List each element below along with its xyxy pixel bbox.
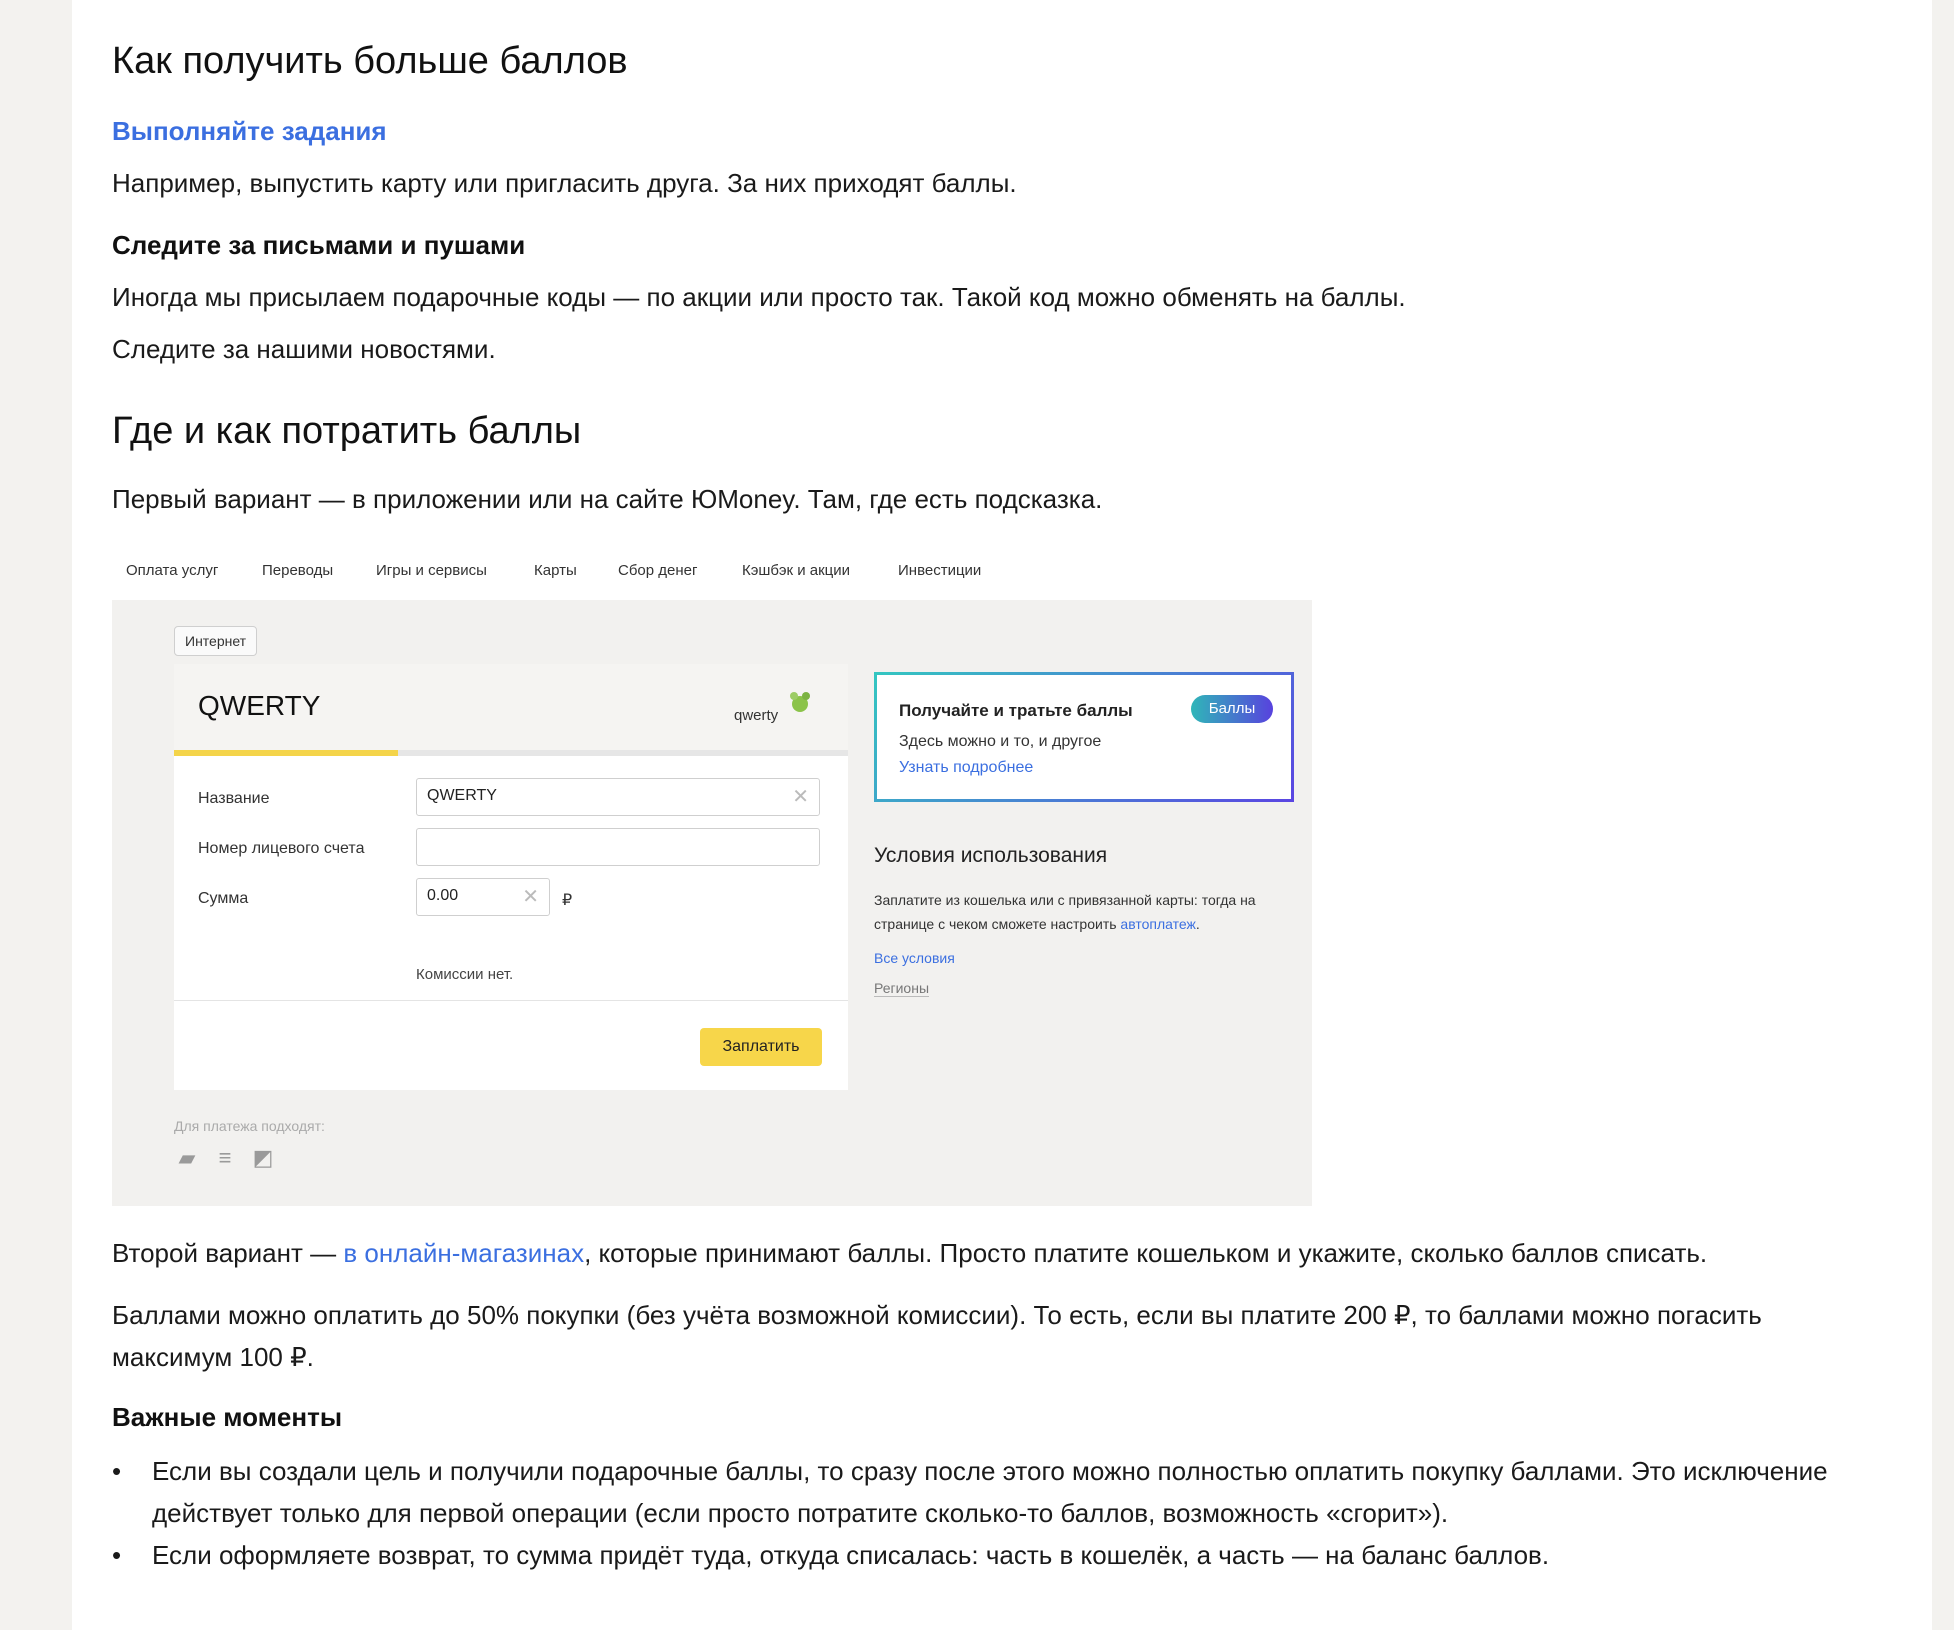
account-input[interactable] xyxy=(416,828,820,866)
services-nav xyxy=(112,540,1312,600)
points-badge: Баллы xyxy=(1191,695,1273,723)
promo-subtitle: Здесь можно и то, и другое xyxy=(899,733,1102,750)
first-variant-text: Первый вариант — в приложении или на сайте ЮMoney. Там, где есть подсказка. xyxy=(112,484,1103,514)
name-label: Название xyxy=(198,790,270,807)
sum-input-value: 0.00 xyxy=(427,887,459,904)
important-heading: Важные моменты xyxy=(112,1402,343,1432)
payment-card xyxy=(174,664,848,1090)
card-header xyxy=(174,664,848,750)
nav-item-cashback[interactable]: Кэшбэк и акции xyxy=(742,562,851,579)
sum-input[interactable] xyxy=(416,878,550,916)
nav-item-transfers[interactable]: Переводы xyxy=(262,562,334,579)
section-title-earn: Как получить больше баллов xyxy=(112,40,628,82)
second-variant-text xyxy=(112,1232,1872,1274)
account-label: Номер лицевого счета xyxy=(198,840,365,857)
tasks-text: Например, выпустить карту или пригласить друга. За них приходят баллы. xyxy=(112,168,1017,198)
divider xyxy=(174,1000,848,1001)
regions-link[interactable]: Регионы xyxy=(874,980,930,996)
wallet-icon: ▰ xyxy=(178,1145,196,1170)
mail-heading: Следите за письмами и пушами xyxy=(112,230,526,260)
second-variant-prefix: Второй вариант — xyxy=(112,1238,344,1268)
tasks-link[interactable]: Выполняйте задания xyxy=(112,116,387,146)
section-title-spend: Где и как потратить баллы xyxy=(112,410,582,452)
name-input-value: QWERTY xyxy=(427,787,497,804)
pay-button[interactable]: Заплатить xyxy=(700,1028,822,1066)
page xyxy=(72,0,1932,1630)
step-progress-active xyxy=(174,750,398,756)
fee-note: Комиссии нет. xyxy=(416,966,514,983)
all-terms-link[interactable]: Все условия xyxy=(874,950,955,966)
nav-item-fundraising[interactable]: Сбор денег xyxy=(618,562,698,579)
list-item: • Если вы создали цель и получили подарочные баллы, то сразу после этого можно полностью оплатить покупку баллами. Это исключение действует только для первой операции (если просто потратите сколько-то баллов, возможность «сгорит»). xyxy=(112,1450,1872,1534)
limit-text: Баллами можно оплатить до 50% покупки (без учёта возможной комиссии). То есть, если вы платите 200 ₽, то баллами можно погасить максимум 100 ₽. xyxy=(112,1300,1762,1372)
points-promo xyxy=(874,672,1294,802)
coins-icon: ≡ xyxy=(218,1145,232,1170)
payment-methods-label: Для платежа подходят: xyxy=(174,1118,325,1134)
qwerty-logo-icon xyxy=(734,686,814,730)
category-chip[interactable]: Интернет xyxy=(174,626,257,656)
list-item: • Если оформляете возврат, то сумма придёт туда, откуда списалась: часть в кошелёк, а часть — на баланс баллов. xyxy=(112,1534,1872,1576)
terms-text xyxy=(874,888,1304,936)
clear-icon[interactable]: ✕ xyxy=(522,886,539,908)
screenshot-body xyxy=(112,600,1312,1206)
embedded-screenshot xyxy=(112,540,1312,1206)
step-progress xyxy=(174,750,848,756)
terms-text-body: Заплатите из кошелька или с привязанной карты: тогда на странице с чеком сможете настроить xyxy=(874,892,1256,932)
card-title: QWERTY xyxy=(198,690,321,721)
promo-title: Получайте и тратьте баллы xyxy=(899,701,1133,720)
autopay-link[interactable]: автоплатеж xyxy=(1120,916,1196,932)
nav-item-cards[interactable]: Карты xyxy=(534,562,577,579)
nav-item-investments[interactable]: Инвестиции xyxy=(898,562,982,579)
currency-sign: ₽ xyxy=(562,892,573,909)
important-list xyxy=(112,1450,1872,1576)
mail-text-1: Иногда мы присылаем подарочные коды — по акции или просто так. Такой код можно обменять на баллы. xyxy=(112,282,1406,312)
online-shops-link[interactable]: в онлайн-магазинах xyxy=(343,1238,585,1268)
second-variant-suffix: , которые принимают баллы. Просто платите кошельком и укажите, сколько баллов списать. xyxy=(584,1238,1708,1268)
clear-icon[interactable]: ✕ xyxy=(792,786,809,808)
terms-title: Условия использования xyxy=(874,844,1108,867)
nav-item-services[interactable]: Оплата услуг xyxy=(126,562,219,579)
nav-item-games[interactable]: Игры и сервисы xyxy=(376,562,487,579)
logo-text: qwerty xyxy=(734,707,779,724)
mail-text-2: Следите за нашими новостями. xyxy=(112,334,496,364)
terms-text-end: . xyxy=(1195,916,1200,932)
name-input[interactable] xyxy=(416,778,820,816)
card-icon: ◩ xyxy=(252,1145,274,1170)
learn-more-link[interactable]: Узнать подробнее xyxy=(899,759,1034,776)
sum-label: Сумма xyxy=(198,890,249,907)
